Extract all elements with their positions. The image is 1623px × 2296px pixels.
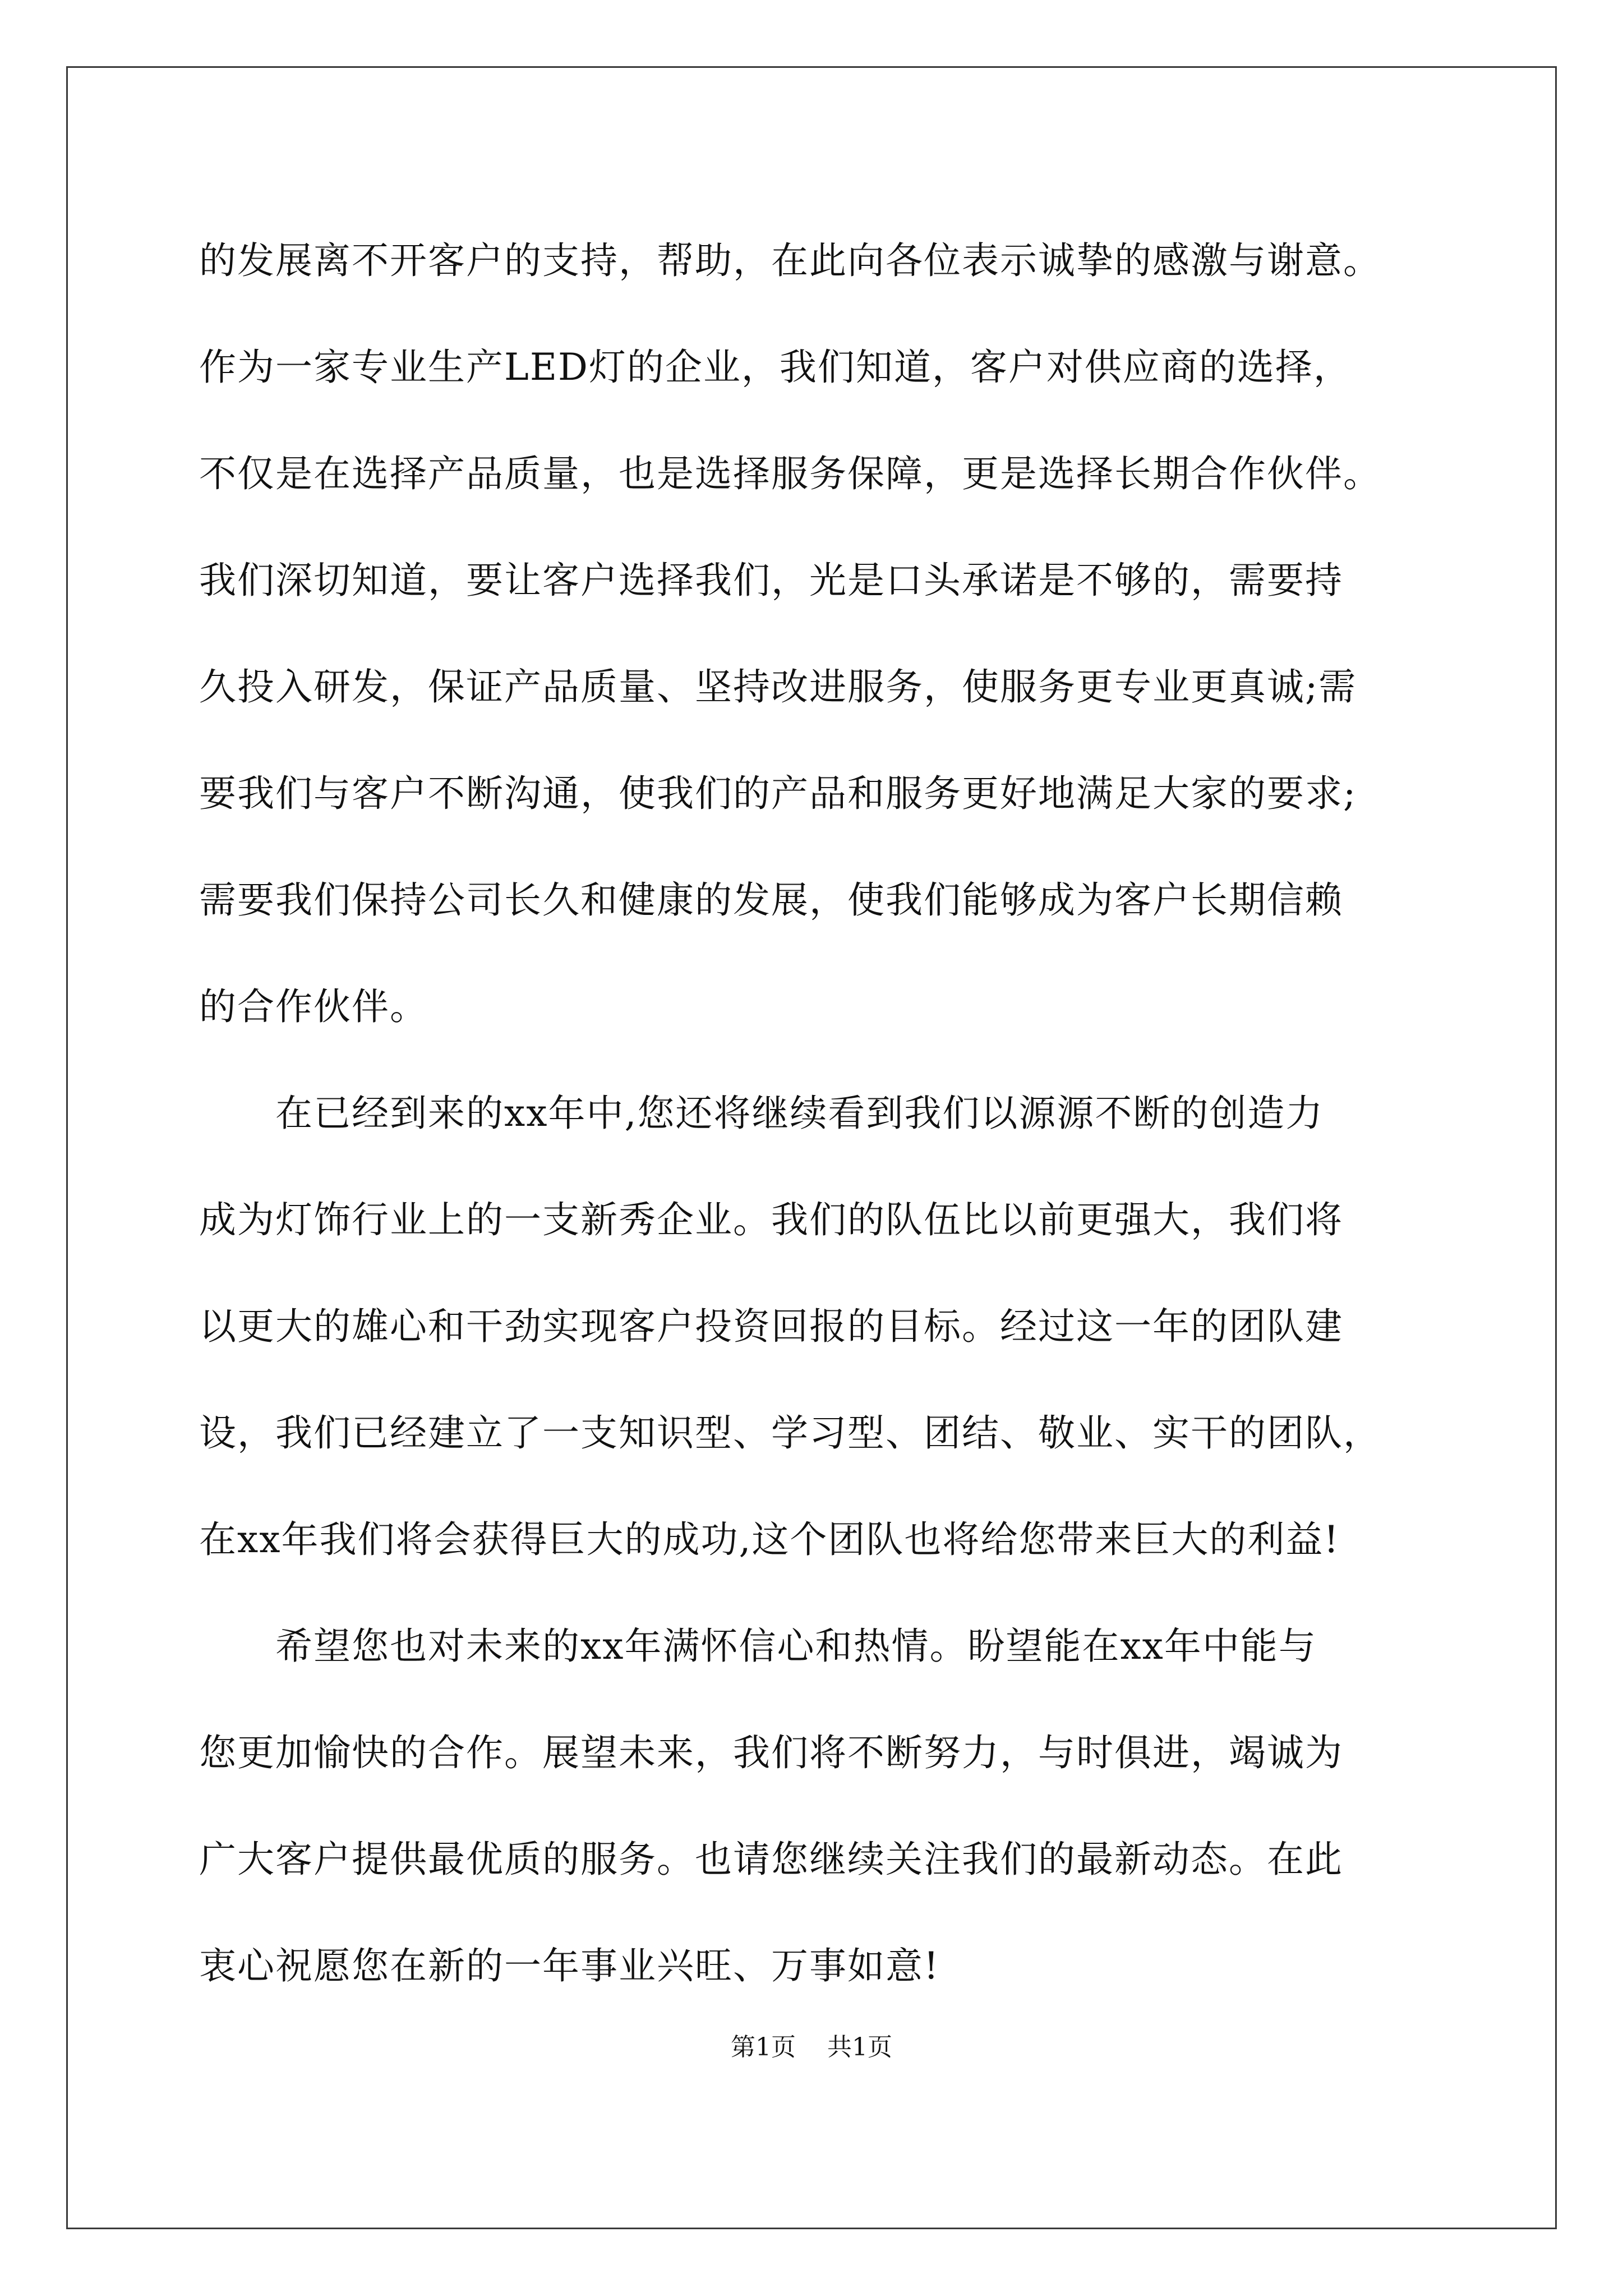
- page-number-current: 第1页: [731, 2033, 796, 2062]
- text-line: 在已经到来的xx年中,您还将继续看到我们以源源不断的创造力: [199, 1092, 1324, 1135]
- text-line: 设，我们已经建立了一支知识型、学习型、团结、敬业、实干的团队，: [199, 1411, 1381, 1455]
- text-line: 的合作伙伴。: [199, 985, 428, 1028]
- text-line: 衷心祝愿您在新的一年事业兴旺、万事如意!: [199, 1944, 940, 1987]
- text-line: 要我们与客户不断沟通，使我们的产品和服务更好地满足大家的要求;: [199, 772, 1357, 815]
- page-number-total: 共1页: [827, 2033, 892, 2062]
- text-line: 在xx年我们将会获得巨大的成功,这个团队也将给您带来巨大的利益!: [199, 1518, 1340, 1561]
- page-footer: [0, 2031, 1623, 2064]
- text-line: 您更加愉快的合作。展望未来，我们将不断努力，与时俱进，竭诚为: [199, 1731, 1343, 1774]
- text-line: 需要我们保持公司长久和健康的发展，使我们能够成为客户长期信赖: [199, 878, 1343, 922]
- text-line: 久投入研发，保证产品质量、坚持改进服务，使服务更专业更真诚;需: [199, 665, 1357, 708]
- text-line: 作为一家专业生产LED灯的企业，我们知道，客户对供应商的选择，: [199, 346, 1352, 389]
- text-line: 的发展离不开客户的支持，帮助，在此向各位表示诚挚的感激与谢意。: [199, 239, 1381, 282]
- text-line: 不仅是在选择产品质量，也是选择服务保障，更是选择长期合作伙伴。: [199, 452, 1381, 495]
- document-body: [199, 208, 1433, 2019]
- text-line: 广大客户提供最优质的服务。也请您继续关注我们的最新动态。在此: [199, 1838, 1343, 1881]
- text-line: 以更大的雄心和干劲实现客户投资回报的目标。经过这一年的团队建: [199, 1305, 1343, 1348]
- text-line: 成为灯饰行业上的一支新秀企业。我们的队伍比以前更强大，我们将: [199, 1198, 1343, 1241]
- text-line: 希望您也对未来的xx年满怀信心和热情。盼望能在xx年中能与: [199, 1625, 1317, 1668]
- text-line: 我们深切知道，要让客户选择我们，光是口头承诺是不够的，需要持: [199, 559, 1343, 602]
